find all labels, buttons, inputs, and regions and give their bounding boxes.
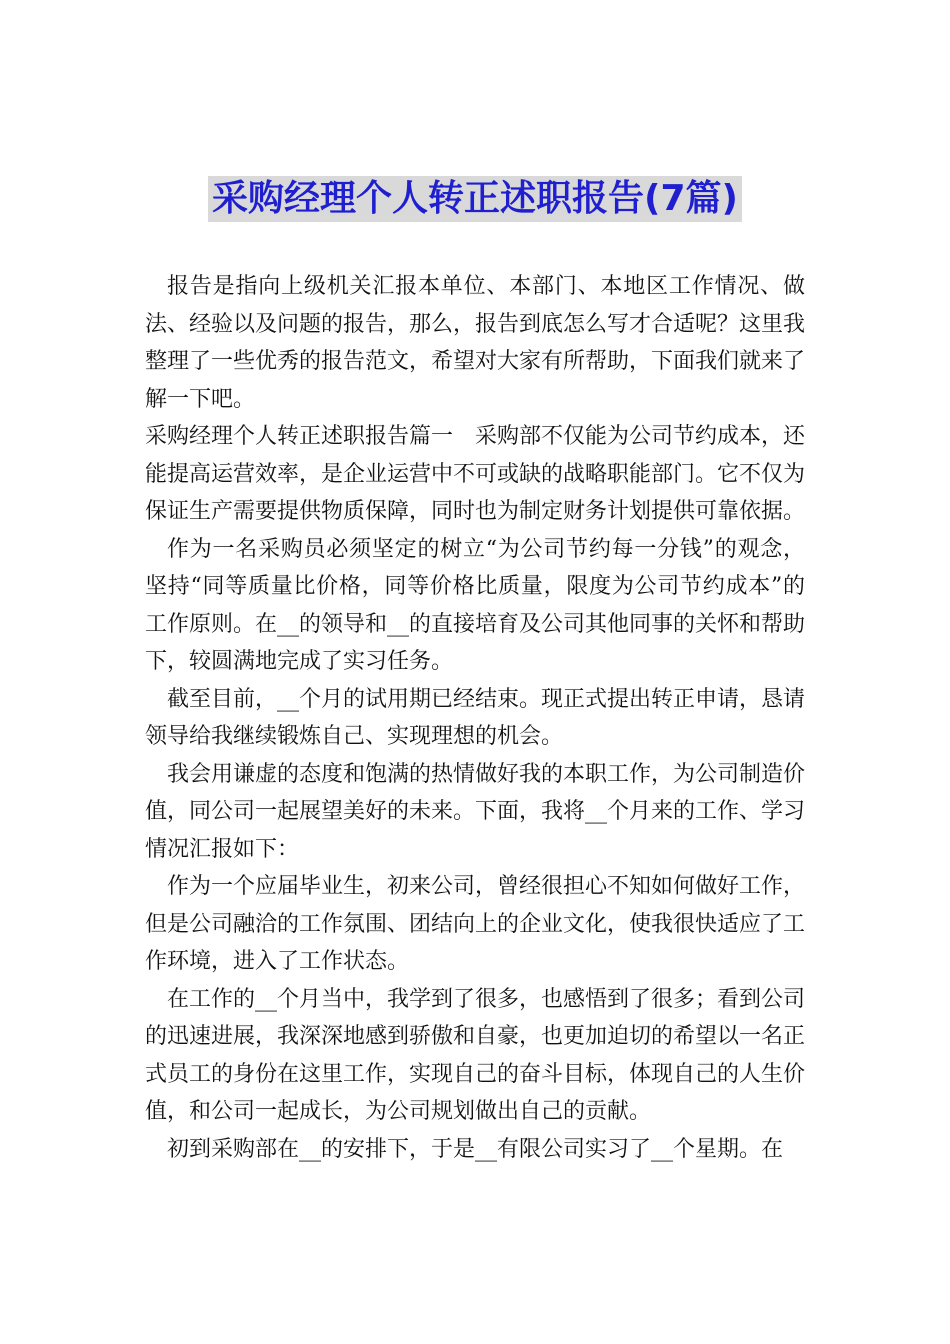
document-title: 采购经理个人转正述职报告(7篇) — [208, 176, 742, 222]
title-container — [0, 176, 950, 222]
document-body — [145, 268, 805, 1168]
paragraph-section-one: 采购经理个人转正述职报告篇一 采购部不仅能为公司节约成本，还能提高运营效率，是企业运营中不可或缺的战略职能部门。它不仅为保证生产需要提供物质保障，同时也为制定财务计划提供可靠依据。 — [145, 424, 806, 524]
paragraph-intro: 报告是指向上级机关汇报本单位、本部门、本地区工作情况、做法、经验以及问题的报告，那么，报告到底怎么写才合适呢？这里我整理了一些优秀的报告范文，希望对大家有所帮助，下面我们就来了解一下吧。 — [145, 274, 806, 412]
paragraph-probation: 截至目前，__个月的试用期已经结束。现正式提出转正申请，恳请领导给我继续锻炼自己、实现理想的机会。 — [145, 686, 806, 749]
paragraph-principle: 作为一名采购员必须坚定的树立“为公司节约每一分钱”的观念，坚持“同等质量比价格，同等价格比质量，限度为公司节约成本”的工作原则。在__的领导和__的直接培育及公司其他同事的关怀和帮助下，较圆满地完成了实习任务。 — [145, 536, 806, 674]
paragraph-graduate: 作为一个应届毕业生，初来公司，曾经很担心不知如何做好工作，但是公司融洽的工作氛围、团结向上的企业文化，使我很快适应了工作环境，进入了工作状态。 — [145, 874, 806, 974]
paragraph-learning: 在工作的__个月当中，我学到了很多，也感悟到了很多；看到公司的迅速进展，我深深地感到骄傲和自豪，也更加迫切的希望以一名正式员工的身份在这里工作，实现自己的奋斗目标，体现自己的人生价值，和公司一起成长，为公司规划做出自己的贡献。 — [145, 986, 806, 1124]
paragraph-internship: 初到采购部在__的安排下，于是__有限公司实习了__个星期。在 — [167, 1136, 784, 1162]
paragraph-attitude: 我会用谦虚的态度和饱满的热情做好我的本职工作，为公司制造价值，同公司一起展望美好的未来。下面，我将__个月来的工作、学习情况汇报如下： — [145, 761, 806, 862]
